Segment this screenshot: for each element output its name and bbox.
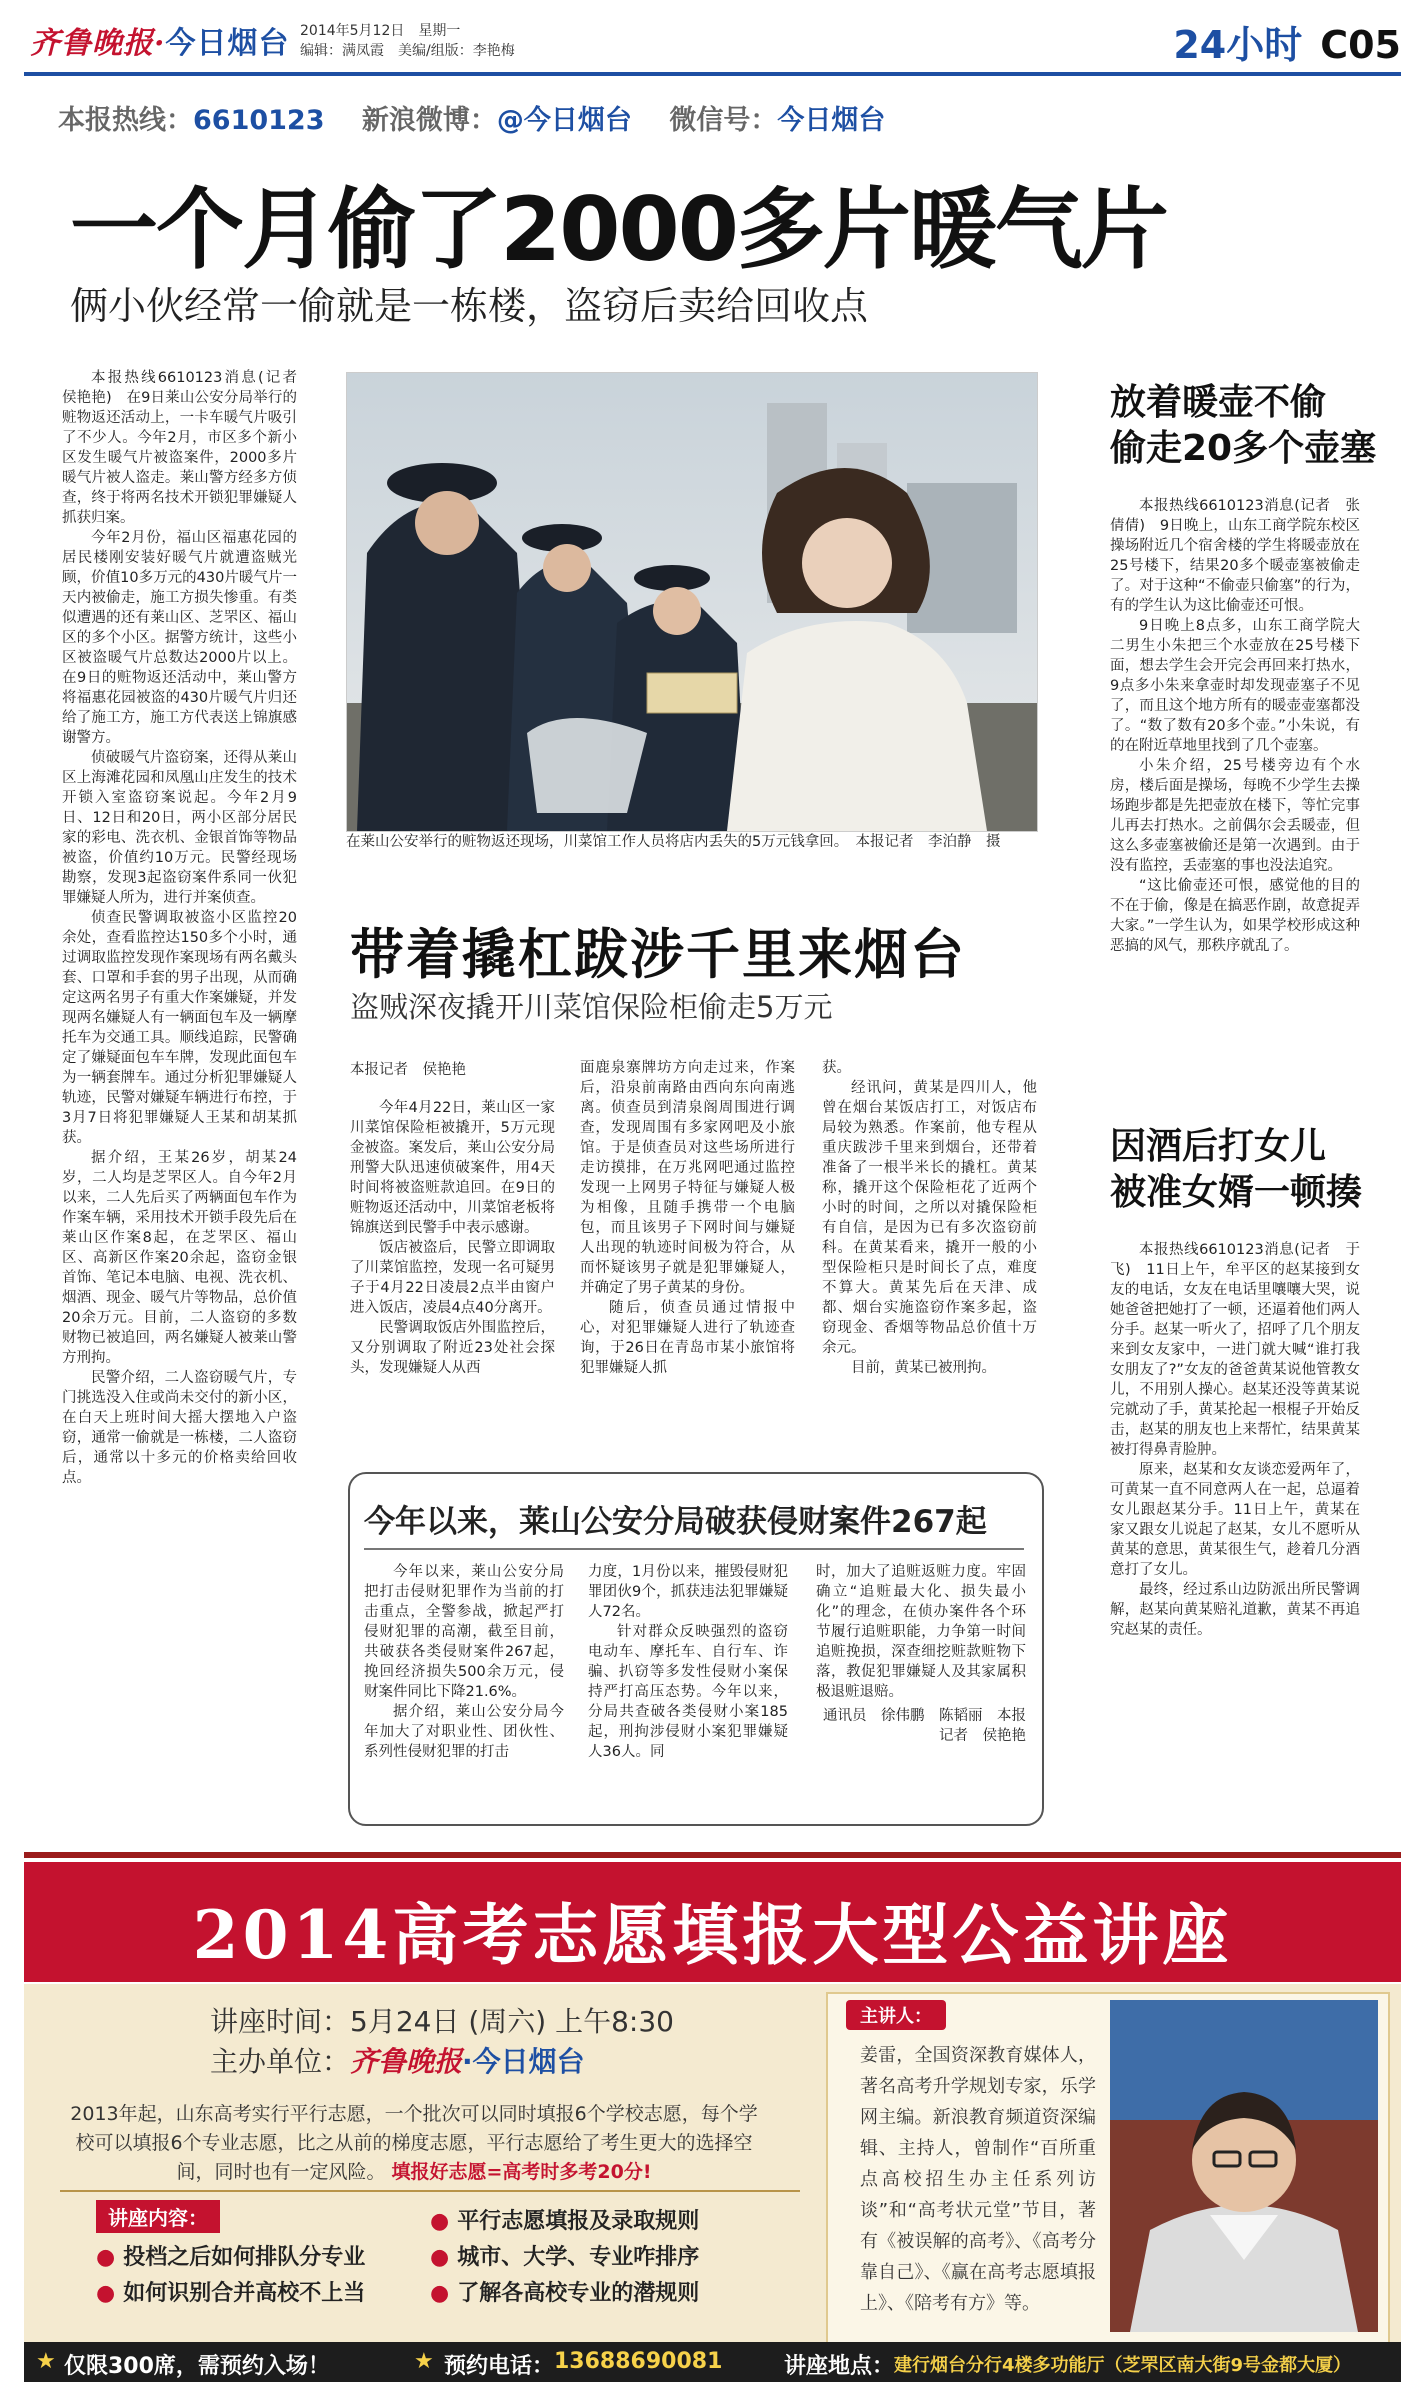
side2-paragraph: 最终，经过系山边防派出所民警调解，赵某向黄某赔礼道歉，黄某不再追究赵某的责任。 — [1110, 1582, 1360, 1638]
story2-column — [580, 1058, 795, 1378]
side1-paragraph: 9日晚上8点多，山东工商学院大二男生小朱把三个水壶放在25号楼下面，想去学生会开完会再回来打热水，9点多小朱来拿壶时却发现壶塞子不见了，而且这个地方所有的暖壶壶塞都没了。“数了数有20多个壶。”小朱说，有的在附近草地里找到了几个壶塞。 — [1110, 618, 1360, 754]
topic-text: 如何识别合并高校不上当 — [123, 2281, 366, 2306]
side2-paragraph: 原来，赵某和女友谈恋爱两年了，可黄某一直不同意两人在一起，总逼着女儿跟赵某分手。11日上午，黄某在家又跟女儿说起了赵某，女儿不愿听从黄某的意思，黄某很生气，趁着几分酒意打了女儿。 — [1110, 1462, 1360, 1578]
side1-paragraph: 小朱介绍，25号楼旁边有个水房，楼后面是操场，每晚不少学生去操场跑步都是先把壶放在楼下，等忙完事儿再去打热水。之前偶尔会丢暖壶，但这么多壶塞被偷还是第一次遇到。由于没有监控，丢壶塞的事也没法追究。 — [1110, 758, 1360, 874]
story2-paragraph: 面鹿泉寨牌坊方向走过来，作案后，沿泉前南路由西向东向南逃离。侦查员到清泉阁周围进行调查，发现周围有多家网吧及小旅馆。于是侦查员对这些场所进行走访摸排，在万兆网吧通过监控发现一上网男子特征与嫌疑人极为相像，且随手携带一个电脑包，而且该男子下网时间与嫌疑人出现的轨迹时间极为符合，从而怀疑该男子就是犯罪嫌疑人，并确定了男子黄某的身份。 — [580, 1060, 795, 1296]
side2-article — [1110, 1240, 1360, 1640]
topic-item — [96, 2240, 365, 2271]
topic-item — [430, 2276, 699, 2307]
ad-time-label: 讲座时间： — [210, 2005, 351, 2038]
header-rule — [24, 72, 1401, 76]
ad-intro-text: 2013年起，山东高考实行平行志愿，一个批次可以同时填报6个学校志愿，每个学校可以填报6个专业志愿，比之从前的梯度志愿，平行志愿给了考生更大的选择空间，同时也有一定风险。 — [70, 2103, 758, 2183]
star-icon: ★ — [414, 2349, 434, 2374]
side1-paragraph: 本报热线6610123消息(记者 张倩倩) 9日晚上，山东工商学院东校区操场附近几个宿舍楼的学生将暖壶放在25号楼下，结果20多个暖壶塞被偷走了。对于这种“不偷壶只偷塞”的行为，有的学生认为这比偷壶还可恨。 — [1110, 498, 1360, 614]
lead-paragraph: 本报热线6610123消息(记者 侯艳艳) 在9日莱山公安分局举行的赃物返还活动上，一卡车暖气片吸引了不少人。今年2月，市区多个新小区发生暖气片被盗案件，2000多片暖气片被人盗走。莱山警方经多方侦查，终于将两名技术开锁犯罪嫌疑人抓获归案。 — [62, 370, 312, 526]
story2-paragraph: 经讯问，黄某是四川人，他曾在烟台某饭店打工，对饭店布局较为熟悉。作案前，他专程从重庆跋涉千里来到烟台，还带着准备了一根半米长的撬杠。黄某称，撬开这个保险柜花了近两个小时的时间，之所以对撬保险柜有自信，是因为已有多次盗窃前科。在黄某看来，撬开一般的小型保险柜只是时间长了点，难度不算大。黄某先后在天津、成都、烟台实施盗窃作案多起，盗窃现金、香烟等物品总价值十万余元。 — [822, 1080, 1037, 1356]
page-label — [1173, 14, 1401, 69]
news-photo — [346, 372, 1038, 832]
box-credit: 通讯员 徐伟鹏 陈韬丽 本报记者 侯艳艳 — [823, 1708, 1026, 1744]
box-title-rule — [364, 1548, 1024, 1550]
bullet-icon: ● — [430, 2209, 450, 2234]
side1-paragraph: “这比偷壶还可恨，感觉他的目的不在于偷，像是在搞恶作剧，故意捉弄大家。”一学生认为，如果学校形成这种恶搞的风气，那秩序就乱了。 — [1110, 878, 1360, 954]
bullet-icon: ● — [96, 2245, 116, 2270]
topic-item — [96, 2276, 365, 2307]
story2-paragraph: 今年4月22日，莱山区一家川菜馆保险柜被撬开，5万元现金被盗。案发后，莱山公安分局刑警大队迅速侦破案件，用4天时间将被盗赃款追回。在9日的赃物返还活动中，川菜馆老板将锦旗送到民警手中表示感谢。 — [350, 1100, 555, 1236]
ad-title: 2014高考志愿填报大型公益讲座 — [192, 1896, 1233, 1974]
weibo-value: @今日烟台 — [496, 105, 632, 136]
box-paragraph: 今年以来，莱山公安分局把打击侵财犯罪作为当前的打击重点，全警参战，掀起严打侵财犯罪的高潮，截至目前，共破获各类侵财案件267起，挽回经济损失500余万元，侵财案件同比下降21.6%。 — [364, 1564, 564, 1700]
ad-title-banner — [24, 1862, 1401, 1982]
lead-headline: 一个月偷了2000多片暖气片 — [70, 178, 1167, 281]
wechat-value: 今日烟台 — [777, 105, 886, 136]
box-column — [364, 1562, 564, 1762]
topics-label: 讲座内容： — [96, 2200, 220, 2233]
photo-illustration — [347, 373, 1037, 831]
box-column — [816, 1562, 1026, 1746]
ad-divider — [60, 2190, 800, 2192]
masthead-separator: · — [154, 26, 166, 61]
story2-byline: 本报记者 侯艳艳 — [350, 1062, 466, 1078]
ad-host-section: 今日烟台 — [472, 2045, 585, 2078]
lead-subhead: 俩小伙经常一偷就是一栋楼，盗窃后卖给回收点 — [70, 284, 869, 328]
side1-article — [1110, 496, 1360, 956]
speaker-bio: 姜雷，全国资深教育媒体人，著名高考升学规划专家，乐学网主编。新浪教育频道资深编辑、主持人，曾制作“百所重点高校招生办主任系列访谈”和“高考状元堂”节目，著有《被误解的高考》、《高考分靠自己》、《赢在高考志愿填报上》、《陪考有方》等。 — [860, 2045, 1096, 2314]
story2-headline: 带着撬杠跋涉千里来烟台 — [350, 923, 966, 986]
box-column — [588, 1562, 788, 1762]
lead-article — [62, 368, 312, 1488]
hotline-value: 6610123 — [193, 105, 325, 136]
side1-headline-line: 偷走20多个壶塞 — [1110, 428, 1377, 469]
ad-time — [210, 2000, 674, 2040]
bullet-icon: ● — [430, 2245, 450, 2270]
side1-headline-line: 放着暖壶不偷 — [1110, 382, 1327, 423]
ad-intro — [64, 2100, 764, 2187]
ad-time-value: 5月24日 (周六) 上午8:30 — [350, 2005, 674, 2038]
box-title: 今年以来，莱山公安分局破获侵财案件267起 — [364, 1504, 987, 1540]
box-paragraph: 力度，1月份以来，摧毁侵财犯罪团伙9个，抓获违法犯罪嫌疑人72名。 — [588, 1564, 788, 1620]
side2-headline — [1110, 1124, 1362, 1216]
lead-paragraph: 据介绍，王某26岁，胡某24岁，二人均是芝罘区人。自今年2月以来，二人先后买了两辆面包车作为作案车辆，采用技术开锁手段先后在莱山区作案8起，在芝罘区、福山区、高新区作案20余起，盗窃金银首饰、笔记本电脑、电视、洗衣机、烟酒、现金、暖气片等物品，总价值20余万元。目前，二人盗窃的多数财物已被追回，两名嫌疑人被莱山警方刑拘。 — [62, 1150, 297, 1366]
ad-top-rule — [24, 1852, 1401, 1858]
contact-line — [58, 98, 885, 137]
hotline-label: 本报热线： — [58, 105, 193, 136]
ad-host-label: 主办单位： — [210, 2045, 351, 2078]
masthead-name: 齐鲁晚报 — [30, 26, 154, 61]
phone-number: 13688690081 — [554, 2349, 723, 2374]
issue-date: 2014年5月12日 星期一 — [300, 23, 461, 39]
section-24h: 24小时 — [1173, 23, 1303, 67]
story2-paragraph: 随后，侦查员通过情报中心，对犯罪嫌疑人进行了轨迹查询，于26日在青岛市某小旅馆将犯罪嫌疑人抓 — [580, 1300, 795, 1376]
topic-item — [430, 2204, 699, 2235]
topic-text: 了解各高校专业的潜规则 — [457, 2281, 700, 2306]
ad-intro-highlight: 填报好志愿=高考时多考20分! — [391, 2161, 652, 2183]
lead-paragraph: 民警介绍，二人盗窃暖气片，专门挑选没入住或尚未交付的新小区，在白天上班时间大摇大摆地入户盗窃，通常一偷就是一栋楼，二人盗窃后，通常以十多元的价格卖给回收点。 — [62, 1370, 297, 1486]
topic-text: 投档之后如何排队分专业 — [123, 2245, 366, 2270]
ad-host-separator: · — [462, 2045, 473, 2078]
story2-paragraph: 民警调取饭店外围监控后，又分别调取了附近23处社会探头，发现嫌疑人从西 — [350, 1320, 555, 1376]
ad-info-bar — [24, 2342, 1401, 2382]
seat-limit: 仅限300席，需预约入场！ — [64, 2354, 330, 2379]
bullet-icon: ● — [430, 2281, 450, 2306]
ad-host — [210, 2040, 585, 2080]
photo-caption: 在莱山公安举行的赃物返还现场，川菜馆工作人员将店内丢失的5万元钱拿回。 本报记者 李泊静 摄 — [346, 834, 1001, 850]
bullet-icon: ● — [96, 2281, 116, 2306]
box-paragraph: 针对群众反映强烈的盗窃电动车、摩托车、自行车、诈骗、扒窃等多发性侵财小案保持严打高压态势。今年以来，分局共查破各类侵财小案185起，刑拘涉侵财小案犯罪嫌疑人36人。同 — [588, 1624, 788, 1760]
speaker-portrait — [1110, 2000, 1378, 2332]
star-icon: ★ — [36, 2349, 56, 2374]
story2-column — [350, 1098, 555, 1378]
page-number: C05 — [1320, 23, 1401, 67]
phone-label: 预约电话： — [444, 2354, 555, 2379]
venue-address: 建行烟台分行4楼多功能厅（芝罘区南大街9号金都大厦） — [894, 2355, 1352, 2376]
topic-item — [430, 2240, 699, 2271]
side2-headline-line: 被准女婿一顿揍 — [1110, 1172, 1363, 1213]
lead-paragraph: 侦查民警调取被盗小区监控20余处，查看监控达150多个小时，通过调取监控发现作案现场有两名戴头套、口罩和手套的男子出现，从而确定这两名男子有重大作案嫌疑，并发现两名嫌疑人有一辆面包车及一辆摩托车为交通工具。顺线追踪，民警确定了嫌疑面包车车牌，发现此面包车为一辆套牌车。通过分析犯罪嫌疑人轨迹，民警对嫌疑车辆进行布控，于3月7日将犯罪嫌疑人王某和胡某抓获。 — [62, 910, 297, 1146]
speaker-photo — [1110, 2000, 1378, 2332]
venue-label: 讲座地点： — [784, 2354, 895, 2379]
side1-headline — [1110, 380, 1376, 472]
topic-text: 平行志愿填报及录取规则 — [457, 2209, 700, 2234]
story2-column — [822, 1058, 1037, 1378]
box-paragraph: 时，加大了追赃返赃力度。牢固确立“追赃最大化、损失最小化”的理念，在侦办案件各个环节履行追赃职能，力争第一时间追赃挽损，深查细挖赃款赃物下落，教促犯罪嫌疑人及其家属积极退赃退赔。 — [816, 1564, 1026, 1700]
masthead — [30, 18, 289, 62]
ad-host-masthead: 齐鲁晚报 — [350, 2045, 463, 2078]
staff-credits: 编辑：满凤霞 美编/组版：李艳梅 — [300, 43, 515, 59]
story2-paragraph: 获。 — [822, 1060, 851, 1076]
lead-paragraph: 侦破暖气片盗窃案，还得从莱山区上海滩花园和凤凰山庄发生的技术开锁入室盗窃案说起。今年2月9日、12日和20日，两小区部分居民家的彩电、洗衣机、金银首饰等物品被盗，价值约10万元。民警经现场勘察，发现3起盗窃案件系同一伙犯罪嫌疑人所为，进行并案侦查。 — [62, 750, 297, 906]
lead-paragraph: 今年2月份，福山区福惠花园的居民楼刚安装好暖气片就遭盗贼光顾，价值10多万元的430片暖气片一天内被偷走，施工方损失惨重。有类似遭遇的还有莱山区、芝罘区、福山区的多个小区。据警方统计，这些小区被盗暖气片总数达2000片以上。在9日的赃物返还活动中，莱山警方将福惠花园被盗的430片暖气片归还给了施工方，施工方代表送上锦旗感谢警方。 — [62, 530, 297, 746]
story2-paragraph: 目前，黄某已被刑拘。 — [851, 1360, 996, 1376]
story2-subhead: 盗贼深夜撬开川菜馆保险柜偷走5万元 — [350, 990, 833, 1024]
wechat-label: 微信号： — [669, 105, 778, 136]
side2-paragraph: 本报热线6610123消息(记者 于飞) 11日上午，牟平区的赵某接到女友的电话，女友在电话里嚷嚷大哭，说她爸爸把她打了一顿，还逼着他们两人分手。赵某一听火了，招呼了几个朋友来到女友家中，一进门就大喊“谁打我女朋友了?”女友的爸爸黄某说他管教女儿，不用别人操心。赵某还没等黄某说完就动了手，黄某抡起一根棍子开始反击，赵某的朋友也上来帮忙，结果黄某被打得鼻青脸肿。 — [1110, 1242, 1360, 1458]
speaker-label: 主讲人： — [846, 2000, 946, 2030]
side2-headline-line: 因酒后打女儿 — [1110, 1126, 1327, 1167]
section-name: 今日烟台 — [165, 26, 290, 61]
story2-paragraph: 饭店被盗后，民警立即调取了川菜馆监控，发现一名可疑男子于4月22日凌晨2点半由窗户进入饭店，凌晨4点40分离开。 — [350, 1240, 555, 1316]
topic-text: 城市、大学、专业咋排序 — [457, 2245, 700, 2270]
weibo-label: 新浪微博： — [361, 105, 497, 136]
box-paragraph: 据介绍，莱山公安分局今年加大了对职业性、团伙性、系列性侵财犯罪的打击 — [364, 1704, 564, 1760]
